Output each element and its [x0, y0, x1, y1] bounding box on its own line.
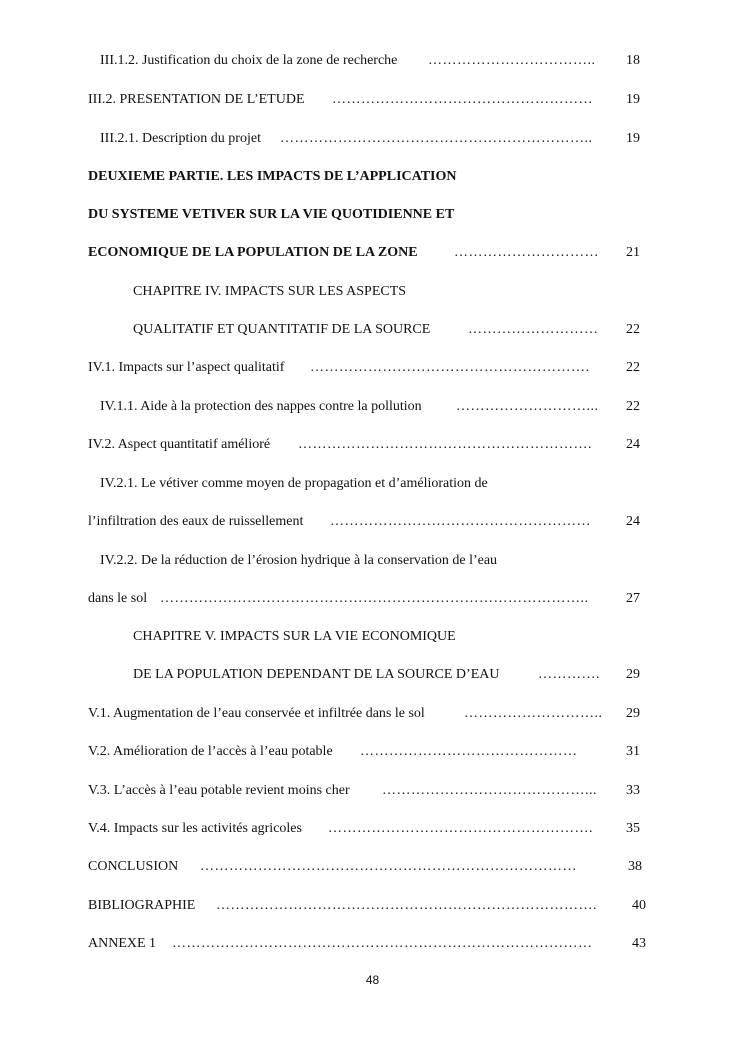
toc-entry-title: dans le sol — [88, 591, 148, 606]
toc-leader-dots: ……………………….. — [464, 706, 603, 721]
toc-entry — [88, 857, 648, 877]
toc-entry — [88, 704, 648, 724]
toc-entry-title: IV.1. Impacts sur l’aspect qualitatif — [88, 360, 285, 375]
toc-leader-dots: …………………………….. — [428, 53, 596, 68]
toc-entry — [88, 512, 648, 532]
toc-leader-dots: ……………………………………… — [360, 744, 578, 759]
toc-entry — [88, 742, 648, 762]
toc-entry — [88, 896, 648, 916]
toc-leader-dots: ……………………………………………………….. — [280, 131, 593, 146]
toc-entry-title: V.4. Impacts sur les activités agricoles — [88, 821, 302, 836]
toc-page-number: 43 — [632, 936, 646, 951]
toc-chapter-heading — [88, 627, 648, 647]
toc-entry-title: III.2. PRESENTATION DE L’ETUDE — [88, 92, 305, 107]
toc-page-number: 27 — [626, 591, 640, 606]
toc-page-number: 40 — [632, 898, 646, 913]
toc-leader-dots: ……………………………………………………………………. — [216, 898, 597, 913]
toc-entry — [88, 589, 648, 609]
toc-entry-title: III.1.2. Justification du choix de la zone de recherche — [100, 53, 398, 68]
toc-entry-title: BIBLIOGRAPHIE — [88, 898, 196, 913]
toc-page-number: 22 — [626, 399, 640, 414]
toc-entry — [88, 243, 648, 263]
toc-page-number: 24 — [626, 437, 640, 452]
toc-leader-dots: ………………………………………………. — [328, 821, 593, 836]
toc-part-heading — [88, 205, 648, 225]
toc-entry — [88, 320, 648, 340]
toc-entry — [88, 51, 648, 71]
toc-entry — [88, 397, 648, 417]
toc-entry-title: III.2.1. Description du projet — [100, 131, 261, 146]
toc-leader-dots: …………………………………………………. — [310, 360, 590, 375]
toc-leader-dots: …………………………………………………………………………… — [172, 936, 593, 951]
toc-page-number: 18 — [626, 53, 640, 68]
toc-page-number: 35 — [626, 821, 640, 836]
toc-entry-title: DU SYSTEME VETIVER SUR LA VIE QUOTIDIENNE ET — [88, 207, 455, 222]
toc-chapter-heading — [88, 282, 648, 302]
toc-page-number: 19 — [626, 92, 640, 107]
toc-page-number: 22 — [626, 322, 640, 337]
page-number-footer: 48 — [365, 973, 380, 987]
toc-entry-title: DEUXIEME PARTIE. LES IMPACTS DE L’APPLICATION — [88, 169, 457, 184]
toc-page-number: 24 — [626, 514, 640, 529]
toc-page-number: 19 — [626, 131, 640, 146]
toc-page-number: 31 — [626, 744, 640, 759]
toc-entry-title: l’infiltration des eaux de ruissellement — [88, 514, 304, 529]
toc-entry-title: IV.2. Aspect quantitatif amélioré — [88, 437, 271, 452]
toc-page-number: 33 — [626, 783, 640, 798]
toc-entry-title: CHAPITRE V. IMPACTS SUR LA VIE ECONOMIQUE — [133, 629, 456, 644]
toc-leader-dots: …………………………………………………………………………….. — [160, 591, 589, 606]
toc-leader-dots: ……………………… — [468, 322, 599, 337]
toc-entry — [88, 781, 648, 801]
toc-leader-dots: ……………………………………………… — [330, 514, 591, 529]
toc-entry-title: ANNEXE 1 — [88, 936, 157, 951]
toc-entry-title: V.1. Augmentation de l’eau conservée et infiltrée dans le sol — [88, 706, 425, 721]
toc-entry-title: CONCLUSION — [88, 859, 179, 874]
toc-page-number: 21 — [626, 245, 640, 260]
toc-leader-dots: ……………………………………………… — [332, 92, 593, 107]
toc-entry-title: CHAPITRE IV. IMPACTS SUR LES ASPECTS — [133, 284, 407, 299]
toc-page-number: 29 — [626, 706, 640, 721]
toc-entry-title: V.2. Amélioration de l’accès à l’eau potable — [88, 744, 333, 759]
toc-page-number: 29 — [626, 667, 640, 682]
toc-leader-dots: ……………………………………... — [382, 783, 597, 798]
toc-entry-title: V.3. L’accès à l’eau potable revient moins cher — [88, 783, 350, 798]
toc-entry — [88, 129, 648, 149]
toc-leader-dots: …………………………………………………………………… — [200, 859, 577, 874]
toc-entry — [88, 90, 648, 110]
toc-entry — [88, 665, 648, 685]
toc-entry-title: ECONOMIQUE DE LA POPULATION DE LA ZONE — [88, 245, 418, 260]
toc-part-heading — [88, 167, 648, 187]
toc-entry-title: IV.1.1. Aide à la protection des nappes contre la pollution — [100, 399, 422, 414]
toc-leader-dots: ………………………… — [454, 245, 599, 260]
toc-entry — [88, 819, 648, 839]
toc-entry-title: DE LA POPULATION DEPENDANT DE LA SOURCE D’EAU — [133, 667, 500, 682]
toc-entry — [88, 358, 648, 378]
toc-entry-title: IV.2.1. Le vétiver comme moyen de propagation et d’amélioration de — [100, 476, 488, 491]
toc-leader-dots: ………………………... — [456, 399, 599, 414]
toc-entry-title: QUALITATIF ET QUANTITATIF DE LA SOURCE — [133, 322, 431, 337]
toc-page-number: 22 — [626, 360, 640, 375]
toc-entry — [88, 551, 648, 571]
toc-leader-dots: ……………………………………………………. — [298, 437, 592, 452]
toc-page-number: 38 — [628, 859, 642, 874]
toc-entry — [88, 474, 648, 494]
toc-entry — [88, 934, 648, 954]
toc-leader-dots: …………. — [538, 667, 600, 682]
toc-entry-title: IV.2.2. De la réduction de l’érosion hydrique à la conservation de l’eau — [100, 553, 498, 568]
toc-entry — [88, 435, 648, 455]
